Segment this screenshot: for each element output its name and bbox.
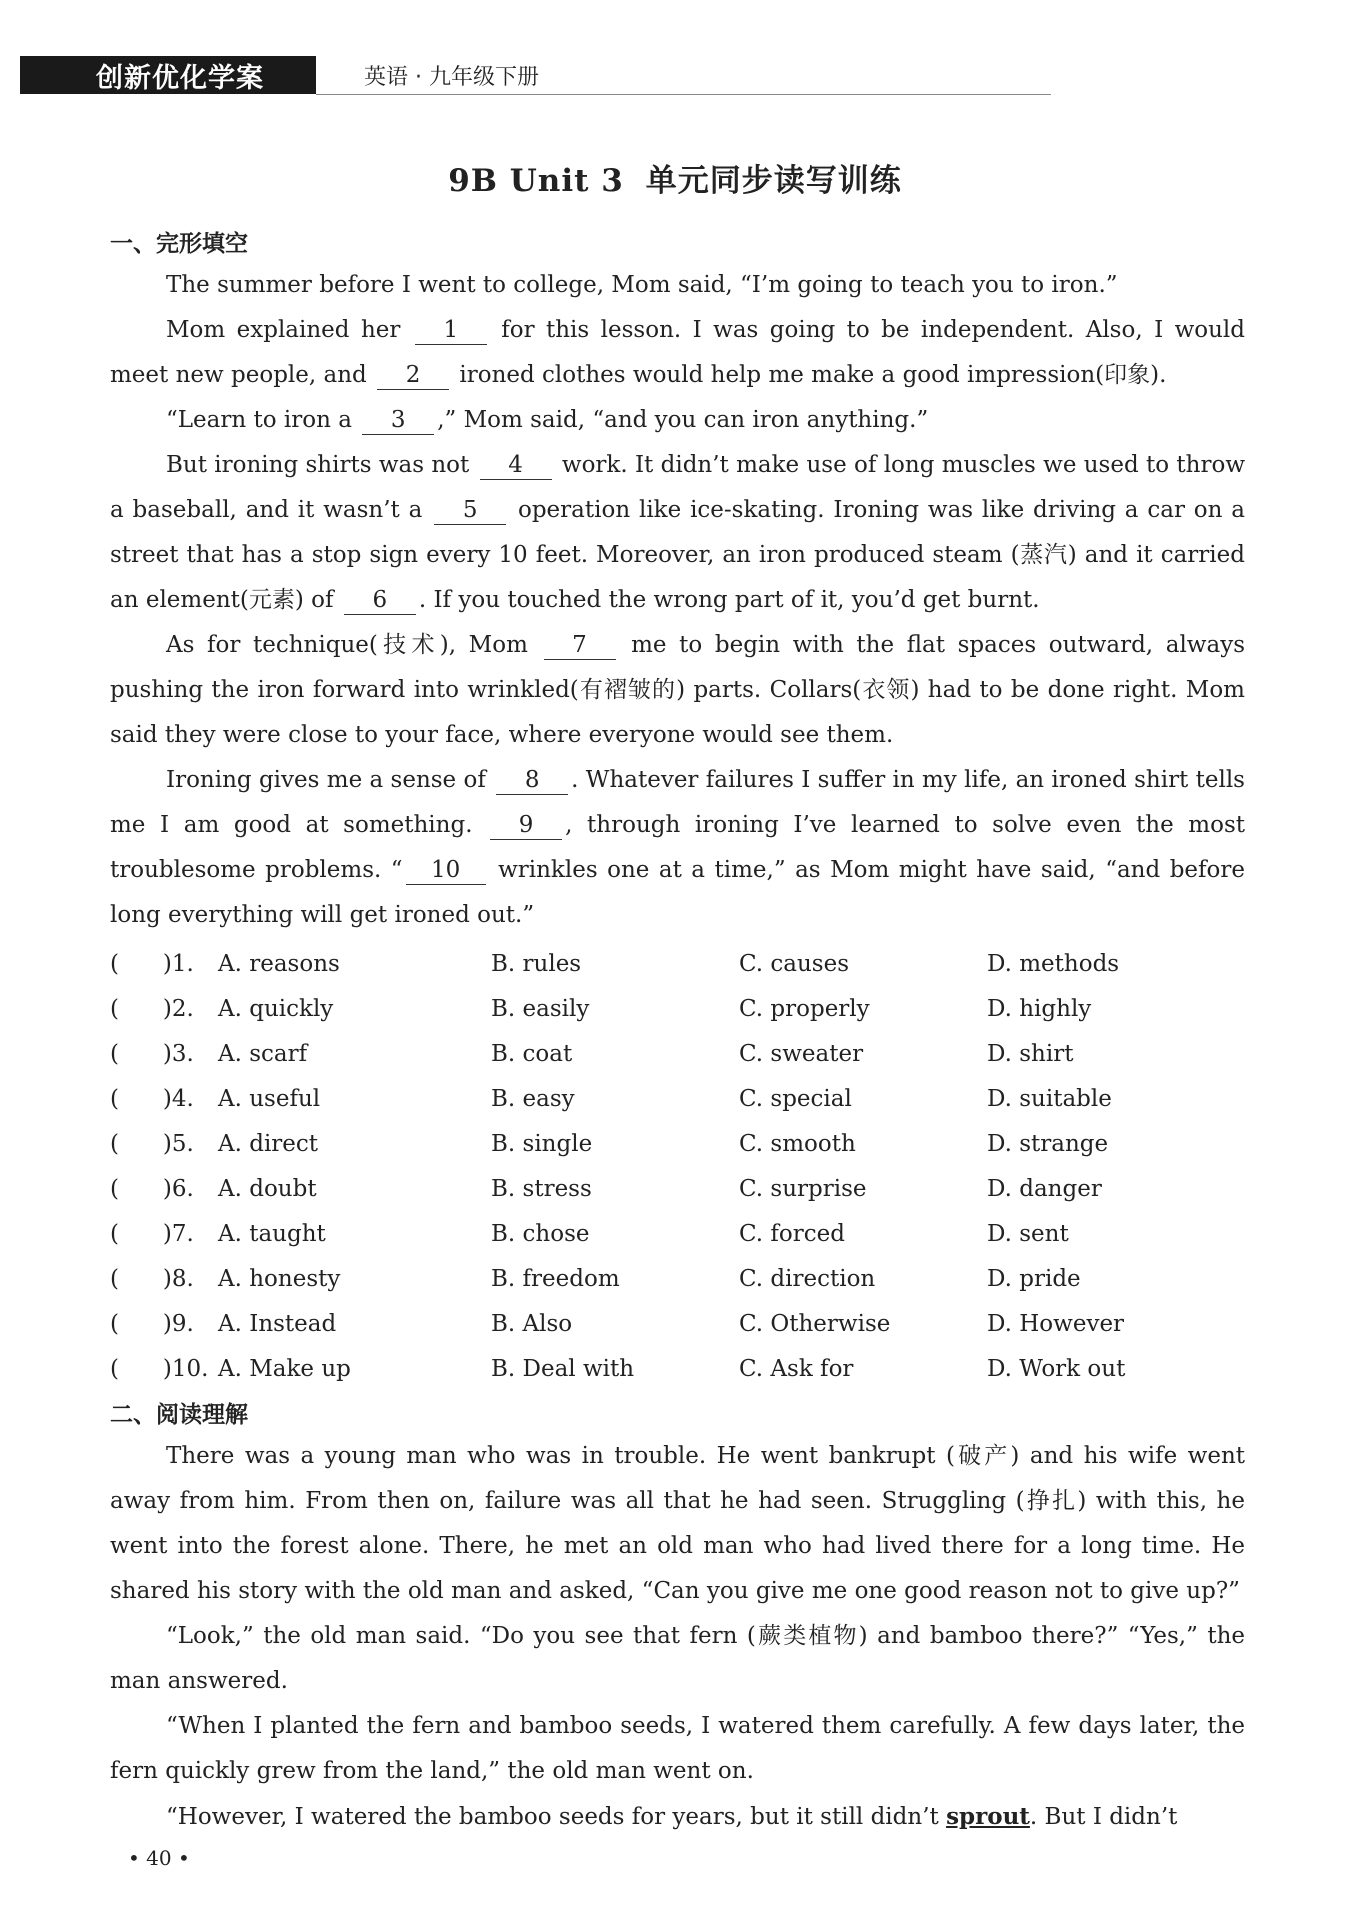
text: ,” Mom said, “and you can iron anything.” [437, 407, 929, 433]
blank-4[interactable]: 4 [480, 451, 552, 480]
text: , through ironing I’ve learned to solve even the most troublesome problems. “ [110, 812, 1245, 883]
question-number: 9. [171, 1311, 194, 1337]
option-a[interactable]: A. reasons [218, 951, 340, 977]
question-label [110, 1347, 218, 1392]
question-label [110, 1257, 218, 1302]
option-row [110, 1257, 1245, 1302]
option-b[interactable]: B. Deal with [491, 1356, 635, 1382]
reading-paragraph [110, 1794, 1245, 1840]
question-number: 3. [171, 1041, 194, 1067]
answer-bracket[interactable]: ( ) [110, 951, 172, 977]
option-d[interactable]: D. Work out [987, 1356, 1126, 1382]
option-a[interactable]: A. scarf [218, 1041, 308, 1067]
option-c[interactable]: C. smooth [739, 1131, 856, 1157]
option-c[interactable]: C. special [739, 1086, 852, 1112]
answer-bracket[interactable]: ( ) [110, 1131, 172, 1157]
option-d[interactable]: D. strange [987, 1131, 1109, 1157]
question-label [110, 987, 218, 1032]
option-row [110, 1077, 1245, 1122]
option-a[interactable]: A. doubt [218, 1176, 317, 1202]
title-cn: 单元同步读写训练 [645, 163, 902, 199]
book-subject: 英语 · 九年级下册 [364, 65, 539, 90]
option-row [110, 1167, 1245, 1212]
cloze-paragraph [110, 443, 1245, 623]
text: Ironing gives me a sense of [166, 767, 494, 793]
option-row [110, 1212, 1245, 1257]
question-label [110, 1032, 218, 1077]
answer-bracket[interactable]: ( ) [110, 1356, 172, 1382]
question-label [110, 1077, 218, 1122]
blank-1[interactable]: 1 [415, 316, 487, 345]
blank-9[interactable]: 9 [490, 811, 562, 840]
option-a[interactable]: A. quickly [218, 996, 334, 1022]
option-b[interactable]: B. coat [491, 1041, 573, 1067]
section-heading-reading: 二、阅读理解 [110, 1402, 248, 1428]
reading-paragraph: “Look,” the old man said. “Do you see that fern (蕨类植物) and bamboo there?” “Yes,” the man answered. [110, 1623, 1245, 1694]
option-d[interactable]: D. suitable [987, 1086, 1112, 1112]
blank-2[interactable]: 2 [377, 361, 449, 390]
blank-5[interactable]: 5 [434, 496, 506, 525]
text: But ironing shirts was not [166, 452, 477, 478]
text: operation like ice-skating. Ironing was like driving a car on a street that has a stop sign every 10 feet. Moreover, an iron produced steam (蒸汽) and it carried an element(元素) of [110, 497, 1245, 613]
option-b[interactable]: B. freedom [491, 1266, 620, 1292]
option-d[interactable]: D. danger [987, 1176, 1102, 1202]
blank-8[interactable]: 8 [496, 766, 568, 795]
option-c[interactable]: C. causes [739, 951, 850, 977]
option-c[interactable]: C. sweater [739, 1041, 864, 1067]
option-c[interactable]: C. forced [739, 1221, 845, 1247]
text: . But I didn’t [1029, 1804, 1178, 1830]
blank-7[interactable]: 7 [544, 631, 616, 660]
blank-10[interactable]: 10 [406, 856, 486, 885]
text: . Whatever failures I suffer in my life, an ironed shirt tells me I am good at something. [110, 767, 1245, 838]
option-d[interactable]: D. sent [987, 1221, 1069, 1247]
options-list [110, 942, 1245, 1392]
cloze-paragraph [110, 623, 1245, 758]
blank-6[interactable]: 6 [344, 586, 416, 615]
option-b[interactable]: B. Also [491, 1311, 573, 1337]
question-number: 2. [171, 996, 194, 1022]
answer-bracket[interactable]: ( ) [110, 1311, 172, 1337]
option-b[interactable]: B. chose [491, 1221, 590, 1247]
option-b[interactable]: B. easily [491, 996, 590, 1022]
option-a[interactable]: A. Make up [218, 1356, 351, 1382]
option-row [110, 987, 1245, 1032]
blank-3[interactable]: 3 [362, 406, 434, 435]
option-c[interactable]: C. direction [739, 1266, 876, 1292]
cloze-paragraph [110, 263, 1245, 308]
option-c[interactable]: C. Otherwise [739, 1311, 891, 1337]
section-heading-cloze: 一、完形填空 [110, 231, 248, 257]
option-a[interactable]: A. Instead [218, 1311, 337, 1337]
text: work. It didn’t make use of long muscles we used to throw a baseball, and it wasn’t a [110, 452, 1245, 523]
answer-bracket[interactable]: ( ) [110, 1041, 172, 1067]
main-content [110, 225, 1245, 1840]
brand-banner: 创新优化学案 [20, 56, 316, 94]
header-rule [316, 94, 1051, 95]
option-b[interactable]: B. rules [491, 951, 582, 977]
question-number: 5. [171, 1131, 194, 1157]
option-d[interactable]: D. However [987, 1311, 1125, 1337]
answer-bracket[interactable]: ( ) [110, 1176, 172, 1202]
option-c[interactable]: C. properly [739, 996, 870, 1022]
option-a[interactable]: A. useful [218, 1086, 321, 1112]
option-d[interactable]: D. methods [987, 951, 1120, 977]
option-a[interactable]: A. honesty [218, 1266, 341, 1292]
option-c[interactable]: C. surprise [739, 1176, 867, 1202]
option-row [110, 1347, 1245, 1392]
title-en: 9B Unit 3 [448, 163, 624, 199]
question-label [110, 1302, 218, 1347]
cloze-paragraph [110, 308, 1245, 398]
option-row [110, 942, 1245, 987]
text: ironed clothes would help me make a good impression(印象). [452, 362, 1167, 388]
answer-bracket[interactable]: ( ) [110, 1086, 172, 1112]
cloze-paragraph [110, 758, 1245, 938]
question-number: 7. [171, 1221, 194, 1247]
text: me to begin with the flat spaces outward, always pushing the iron forward into wrinkled(有褶皱的) parts. Collars(衣领) had to be done right. Mom said they were close to your face, where everyone would see them. [110, 632, 1245, 748]
option-a[interactable]: A. direct [218, 1131, 319, 1157]
question-label [110, 1167, 218, 1212]
option-d[interactable]: D. highly [987, 996, 1092, 1022]
reading-paragraph: “When I planted the fern and bamboo seeds, I watered them carefully. A few days later, the fern quickly grew from the land,” the old man went on. [110, 1713, 1245, 1784]
key-word: sprout [946, 1803, 1030, 1830]
text: The summer before I went to college, Mom said, “I’m going to teach you to iron.” [166, 272, 1118, 298]
question-label [110, 1122, 218, 1167]
question-number: 10. [171, 1356, 209, 1382]
option-b[interactable]: B. stress [491, 1176, 592, 1202]
page-title [0, 155, 1350, 200]
answer-bracket[interactable]: ( ) [110, 1221, 172, 1247]
option-row [110, 1032, 1245, 1077]
text: wrinkles one at a time,” as Mom might have said, “and before long everything will get ironed out.” [110, 857, 1245, 928]
option-c[interactable]: C. Ask for [739, 1356, 854, 1382]
question-number: 6. [171, 1176, 194, 1202]
option-row [110, 1122, 1245, 1167]
cloze-paragraph [110, 398, 1245, 443]
text: Mom explained her [166, 317, 412, 343]
text: for this lesson. I was going to be independent. Also, I would meet new people, and [110, 317, 1246, 388]
option-b[interactable]: B. easy [491, 1086, 575, 1112]
page-number: • 40 • [128, 1846, 190, 1870]
answer-bracket[interactable]: ( ) [110, 996, 172, 1022]
text: As for technique(技术), Mom [166, 632, 541, 658]
option-d[interactable]: D. pride [987, 1266, 1081, 1292]
question-label [110, 942, 218, 987]
question-number: 4. [171, 1086, 194, 1112]
question-label [110, 1212, 218, 1257]
question-number: 8. [171, 1266, 194, 1292]
page-header [20, 56, 1030, 96]
option-b[interactable]: B. single [491, 1131, 593, 1157]
option-row [110, 1302, 1245, 1347]
text: “However, I watered the bamboo seeds for years, but it still didn’t [166, 1804, 947, 1830]
answer-bracket[interactable]: ( ) [110, 1266, 172, 1292]
reading-paragraph: There was a young man who was in trouble. He went bankrupt (破产) and his wife went away from him. From then on, failure was all that he had seen. Struggling (挣扎) with this, he went into the forest alone. There, he met an old man who had lived there for a long time. He shared his story with the old man and asked, “Can you give me one good reason not to give up?” [110, 1443, 1245, 1604]
text: “Learn to iron a [166, 407, 360, 433]
option-d[interactable]: D. shirt [987, 1041, 1074, 1067]
option-a[interactable]: A. taught [218, 1221, 326, 1247]
question-number: 1. [171, 951, 194, 977]
text: . If you touched the wrong part of it, you’d get burnt. [418, 587, 1040, 613]
